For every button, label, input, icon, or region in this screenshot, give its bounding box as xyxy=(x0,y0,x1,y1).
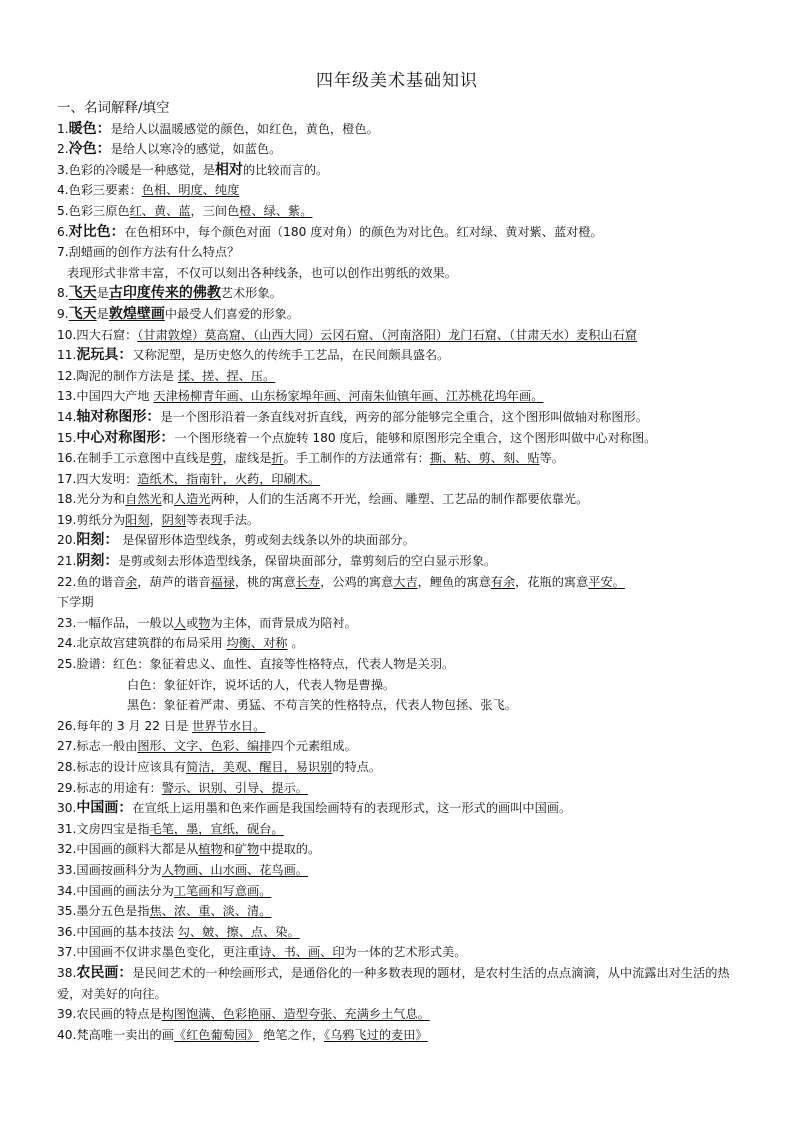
text-segment: 9. xyxy=(57,306,69,321)
text-segment: 4.色彩三要素： xyxy=(57,183,142,198)
text-segment: ，鲤鱼的寓意 xyxy=(417,574,491,589)
answer-text: 有余 xyxy=(490,574,516,589)
text-segment: 黑色：象征着严肃、勇猛、不苟言笑的性格特点，代表人物包拯、张飞。 xyxy=(127,698,517,713)
text-segment: 22.鱼的谐音 xyxy=(57,574,126,589)
text-segment: 19.剪纸分为 xyxy=(57,512,126,527)
text-segment: 下学期 xyxy=(57,595,94,610)
text-segment: 17.四大发明： xyxy=(57,471,138,486)
text-segment: 是剪或刻去形体造型线条，保留块面部分，靠剪刻后的空白显示形象。 xyxy=(118,554,497,569)
text-segment: 。 xyxy=(287,636,304,651)
text-segment: ，桃的寓意 xyxy=(234,574,296,589)
text-line xyxy=(57,695,747,716)
text-segment: 40.梵高唯一卖出的画 xyxy=(57,1027,174,1042)
text-line xyxy=(57,407,747,428)
answer-text: 长寿 xyxy=(295,574,321,589)
answer-text: 福禄 xyxy=(210,574,235,589)
text-line xyxy=(57,201,747,222)
text-segment: 一、名词解释/填空 xyxy=(57,100,170,116)
text-segment: 34.中国画的画法分为 xyxy=(57,883,174,898)
text-line xyxy=(57,530,747,551)
text-segment: 5.色彩三原色 xyxy=(57,203,130,218)
text-segment: ，公鸡的寓意 xyxy=(320,574,394,589)
text-segment: 24.北京故宫建筑群的布局采用 xyxy=(57,636,227,651)
text-line xyxy=(57,675,747,696)
text-line xyxy=(57,1004,747,1025)
text-segment: 是民间艺术的一种绘画形式，是通俗化的一种多数表现的题材，是农村生活的点点滴滴，从中流露出对生活的热爱，对美好的向往。 xyxy=(57,965,730,1001)
text-segment: 的比较而言的。 xyxy=(242,162,329,177)
text-segment: 的特点。 xyxy=(332,760,382,774)
text-segment: 是 xyxy=(96,286,109,301)
answer-text: 天津杨柳青年画、山东杨家埠年画、河南朱仙镇年画、江苏桃花坞年画。 xyxy=(153,389,544,404)
text-segment: 36.中国画的基本技法 xyxy=(57,924,178,939)
text-segment: 是 xyxy=(96,306,109,321)
text-segment: 又称泥塑，是历史悠久的传统手工艺品，在民间颇具盛名。 xyxy=(132,348,450,363)
text-segment: 3.色彩的冷暖是一种感觉，是 xyxy=(57,162,215,177)
answer-text: 人物画、山水画、花鸟画。 xyxy=(161,862,308,877)
text-segment: 39.农民画的特点是 xyxy=(57,1007,162,1022)
text-line xyxy=(57,922,747,943)
text-line xyxy=(57,963,747,1004)
text-segment: 27.标志一般由 xyxy=(57,739,138,754)
text-line xyxy=(57,510,747,531)
answer-text: 撕、粘、剪、刻、贴 xyxy=(429,451,540,466)
section-heading xyxy=(57,98,747,119)
answer-text: 《红色葡萄园》 xyxy=(173,1027,260,1042)
text-segment: 四个元素组成。 xyxy=(271,739,357,754)
answer-text: 均衡、对称 xyxy=(226,636,288,651)
text-segment: 14. xyxy=(57,409,77,424)
answer-text: （甘肃敦煌）莫高窟、（山西大同）云冈石窟、（河南洛阳）龙门石窟、（甘肃天水）麦积山石窟 xyxy=(137,327,637,342)
text-segment: 20. xyxy=(57,533,77,548)
text-segment: 16.在制手工示意图中直线是 xyxy=(57,451,211,466)
answer-text: 橙、绿、紫。 xyxy=(239,203,313,218)
text-line xyxy=(57,757,747,778)
answer-text: 色相、明度、纯度 xyxy=(141,183,240,198)
answer-text: 勾、皴、擦、点、染。 xyxy=(177,924,300,939)
term-label: 轴对称图形： xyxy=(76,408,161,425)
text-line xyxy=(57,572,747,593)
answer-text: 物 xyxy=(198,615,211,630)
text-line xyxy=(57,860,747,881)
term-label: 对比色： xyxy=(68,223,125,240)
text-line xyxy=(57,366,747,387)
text-line xyxy=(57,551,747,572)
text-segment: ， xyxy=(149,512,162,527)
answer-text: 人 xyxy=(173,615,187,630)
text-line xyxy=(57,489,747,510)
text-segment: 1. xyxy=(57,121,69,136)
text-line xyxy=(57,633,747,654)
text-segment: ，三间色 xyxy=(190,203,240,218)
text-segment: 白色：象征奸诈，说坏话的人，代表人物是曹操。 xyxy=(127,677,396,692)
answer-text: 植物 xyxy=(198,842,223,857)
text-line xyxy=(57,139,747,160)
text-segment: 33.国画按画科分为 xyxy=(57,862,162,877)
text-segment: 31.文房四宝是指 xyxy=(57,821,150,836)
term-label: 阴刻： xyxy=(76,553,119,570)
term-label: 冷色： xyxy=(68,141,111,158)
text-segment: 是给人以温暖感觉的颜色，如红色，黄色，橙色。 xyxy=(110,121,379,136)
text-segment: 35.墨分五色是指 xyxy=(57,904,150,919)
text-segment: 12.陶泥的制作方法是 xyxy=(57,368,178,383)
text-segment: 26.每年的 3 月 22 日是 xyxy=(57,718,193,733)
term-label: 中国画： xyxy=(76,800,133,817)
answer-text: 余 xyxy=(125,574,138,589)
text-line xyxy=(57,469,747,490)
text-line xyxy=(57,160,747,181)
answer-text: 平安。 xyxy=(588,574,625,589)
text-segment: 绝笔之作， xyxy=(259,1027,325,1042)
text-segment: 21. xyxy=(57,554,77,569)
text-segment: 为一体的艺术形式美。 xyxy=(344,945,467,960)
text-segment: 艺术形象。 xyxy=(220,286,282,301)
text-segment: ，葫芦的谐音 xyxy=(137,574,211,589)
text-segment: 30. xyxy=(57,801,77,816)
text-line xyxy=(57,798,747,819)
document-body xyxy=(57,98,747,1045)
answer-text: 揉、搓、捏、压。 xyxy=(177,368,276,383)
term-label: 泥玩具： xyxy=(76,347,133,364)
text-line xyxy=(57,263,747,284)
term-label: 古印度传来的佛教 xyxy=(108,285,221,302)
text-segment: 中最受人们喜爱的形象。 xyxy=(164,306,299,321)
text-line xyxy=(57,242,747,263)
text-line xyxy=(57,283,747,304)
answer-text: 世界节水日。 xyxy=(192,718,266,733)
answer-text: 毛笔，墨，宣纸，砚台。 xyxy=(149,821,284,836)
text-segment: 或 xyxy=(186,615,199,630)
text-segment: 中提取的。 xyxy=(259,842,321,857)
text-segment: ，花瓶的寓意 xyxy=(515,574,589,589)
text-line xyxy=(57,119,747,140)
text-segment: 15. xyxy=(57,430,77,445)
text-segment: 。手工制作的方法通常有： xyxy=(283,451,430,466)
answer-text: 折 xyxy=(271,451,284,466)
answer-text: 诗、书、画、印 xyxy=(259,945,345,960)
answer-text: 工笔画和写意画。 xyxy=(173,883,272,898)
answer-text: 造纸术，指南针，火药，印刷术。 xyxy=(137,471,321,486)
answer-text: 大吉 xyxy=(393,574,418,589)
text-segment: 13.中国四大产地 xyxy=(57,389,154,404)
text-line xyxy=(57,881,747,902)
answer-text: 构图饱满、色彩艳丽、造型夸张、充满乡土气息。 xyxy=(161,1007,430,1022)
answer-text: 图形、文字、色彩、编排 xyxy=(137,739,272,754)
text-line xyxy=(57,901,747,922)
text-line xyxy=(57,778,747,799)
term-label: 飞天 xyxy=(68,305,97,322)
text-line xyxy=(57,180,747,201)
term-label: 飞天 xyxy=(68,285,97,302)
text-segment: 2. xyxy=(57,142,69,157)
answer-text: 阴刻 xyxy=(161,512,187,527)
text-segment: 18.光分为和 xyxy=(57,492,126,507)
text-segment: 在色相环中，每个颜色对面（180 度对角）的颜色为对比色。红对绿、黄对紫、蓝对橙。 xyxy=(124,224,603,239)
text-segment: 25.脸谱：红色：象征着忠义、血性、直接等性格特点，代表人物是关羽。 xyxy=(57,657,455,672)
answer-text: 剪 xyxy=(210,451,223,466)
text-line xyxy=(57,345,747,366)
text-segment: 37.中国画不仅讲求墨色变化，更注重 xyxy=(57,945,260,960)
answer-text: 人造光 xyxy=(173,492,211,507)
text-segment: 是保留形体造型线条，剪或刻去线条以外的块面部分。 xyxy=(118,533,415,548)
text-segment: 28.标志的设计应该具有 xyxy=(57,760,187,774)
term-label: 暖色： xyxy=(68,120,111,137)
text-line xyxy=(57,325,747,346)
text-segment: 和 xyxy=(161,492,174,507)
term-label: 相对 xyxy=(214,161,243,178)
text-segment: 38. xyxy=(57,965,77,980)
text-line xyxy=(57,386,747,407)
text-line xyxy=(57,716,747,737)
term-label: 敦煌壁画 xyxy=(108,305,165,322)
text-segment: 两种，人们的生活离不开光，绘画、雕塑、工艺品的制作都要依靠光。 xyxy=(210,492,589,507)
text-line xyxy=(57,448,747,469)
text-segment: 一个图形绕着一个点旋转 180 度后，能够和原图形完全重合，这个图形叫做中心对称图。 xyxy=(174,430,657,445)
term-label: 农民画： xyxy=(76,964,133,981)
answer-text: 简洁，美观、醒目，易识别 xyxy=(186,760,333,774)
term-label: 阳刻： xyxy=(76,532,119,549)
text-segment: 在宣纸上运用墨和色来作画是我国绘画特有的表现形式，这一形式的画叫中国画。 xyxy=(132,801,572,816)
term-label: 中心对称图形： xyxy=(76,429,175,446)
text-segment: 32.中国画的颜料大都是从 xyxy=(57,842,199,857)
text-segment: 是一个图形沿着一条直线对折直线，两旁的部分能够完全重合，这个图形叫做轴对称图形。 xyxy=(160,409,648,424)
text-segment: 29.标志的用途有： xyxy=(57,780,162,795)
text-segment: 10.四大石窟： xyxy=(57,327,138,342)
text-line xyxy=(57,613,747,634)
answer-text: 警示、识别、引导、提示。 xyxy=(161,780,308,795)
answer-text: 红、黄、蓝 xyxy=(129,203,191,218)
text-segment: 为主体，而背景成为陪衬。 xyxy=(210,615,357,630)
text-line xyxy=(57,304,747,325)
text-segment: 23.一幅作品，一般以 xyxy=(57,615,174,630)
answer-text: 焦、浓、重、淡、清。 xyxy=(149,904,272,919)
text-segment: 6. xyxy=(57,224,69,239)
text-segment: 表现形式非常丰富，不仅可以刻出各种线条，也可以创作出剪纸的效果。 xyxy=(67,265,457,280)
text-line xyxy=(57,654,747,675)
text-line xyxy=(57,839,747,860)
text-segment: 是给人以寒冷的感觉，如蓝色。 xyxy=(110,142,282,157)
text-segment: 等表现手法。 xyxy=(186,512,260,527)
text-line xyxy=(57,222,747,243)
text-segment: 8. xyxy=(57,286,69,301)
text-segment: 11. xyxy=(57,348,77,363)
document-title: 四年级美术基础知识 xyxy=(316,71,478,91)
text-segment: 7.刮蜡画的创作方法有什么特点？ xyxy=(57,245,240,260)
text-line xyxy=(57,819,747,840)
text-line xyxy=(57,428,747,449)
answer-text: 自然光 xyxy=(125,492,162,507)
text-line xyxy=(57,1025,747,1046)
answer-text: 阳刻 xyxy=(125,512,150,527)
text-segment: 等。 xyxy=(539,451,564,466)
text-line xyxy=(57,592,747,613)
text-line xyxy=(57,736,747,757)
text-segment: 和 xyxy=(222,842,235,857)
answer-text: 矿物 xyxy=(234,842,260,857)
answer-text: 《乌鸦飞过的麦田》 xyxy=(324,1027,428,1042)
text-line xyxy=(57,942,747,963)
text-segment: ，虚线是 xyxy=(222,451,272,466)
